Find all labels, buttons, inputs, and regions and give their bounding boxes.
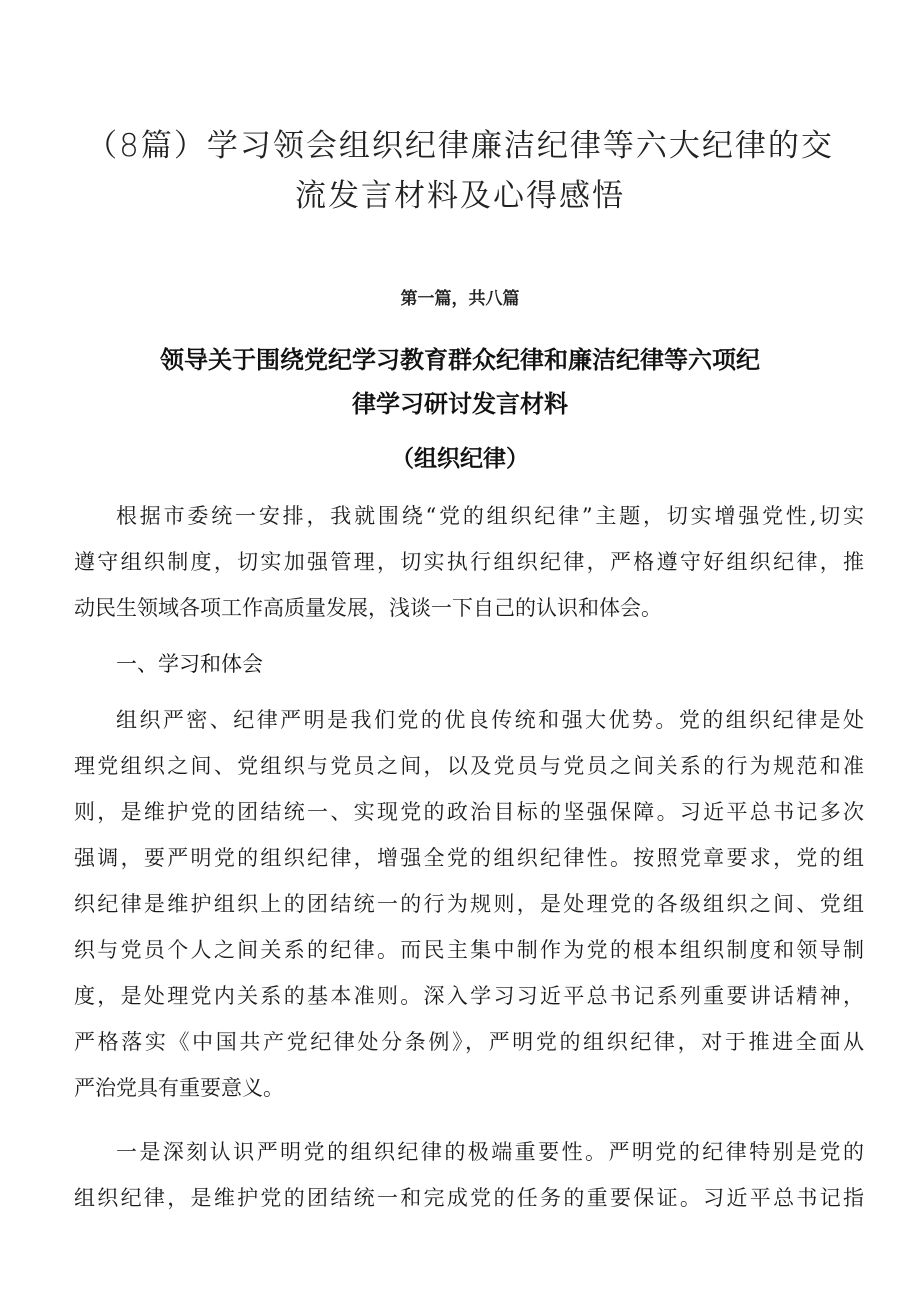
paragraph-line: 组织严密、纪律严明是我们党的优良传统和强大优势。党的组织纪律是处 <box>116 708 864 732</box>
paragraph-line: 理党组织之间、党组织与党员之间，以及党员与党员之间关系的行为规范和准 <box>74 754 864 778</box>
paragraph-line: 严治党具有重要意义。 <box>74 1076 284 1100</box>
paragraph-line: 织与党员个人之间关系的纪律。而民主集中制作为党的根本组织制度和领导制 <box>74 938 864 962</box>
paragraph-line: 强调，要严明党的组织纪律，增强全党的组织纪律性。按照党章要求，党的组 <box>74 846 864 870</box>
document-title-line-2: 流发言材料及心得感悟 <box>295 178 625 214</box>
subtitle-line-1: 领导关于围绕党纪学习教育群众纪律和廉洁纪律等六项纪 <box>160 346 760 374</box>
paragraph-line: 组织纪律，是维护党的团结统一和完成党的任务的重要保证。习近平总书记指 <box>74 1186 864 1210</box>
intro-line: 遵守组织制度，切实加强管理，切实执行组织纪律，严格遵守好组织纪律，推 <box>74 550 864 574</box>
document-title-line-1: （8篇）学习领会组织纪律廉洁纪律等六大纪律的交 <box>86 128 834 164</box>
subtitle-line-2: 律学习研讨发言材料 <box>352 390 568 418</box>
subtitle-topic: （组织纪律） <box>391 446 529 472</box>
paragraph-line: 严格落实《中国共产党纪律处分条例》，严明党的组织纪律，对于推进全面从 <box>74 1030 864 1054</box>
paragraph-line: 一是深刻认识严明党的组织纪律的极端重要性。严明党的纪律特别是党的 <box>116 1140 864 1164</box>
intro-line: 动民生领域各项工作高质量发展，浅谈一下自己的认识和体会。 <box>74 596 662 620</box>
paragraph-line: 则，是维护党的团结统一、实现党的政治目标的坚强保障。习近平总书记多次 <box>74 800 864 824</box>
section-heading: 一、学习和体会 <box>116 652 263 676</box>
paragraph-line: 度，是处理党内关系的基本准则。深入学习习近平总书记系列重要讲话精神， <box>74 984 864 1008</box>
part-label: 第一篇，共八篇 <box>400 289 520 309</box>
intro-line: 根据市委统一安排，我就围绕“党的组织纪律”主题，切实增强党性,切实 <box>116 504 864 528</box>
paragraph-line: 织纪律是维护组织上的团结统一的行为规则，是处理党的各级组织之间、党组 <box>74 892 864 916</box>
